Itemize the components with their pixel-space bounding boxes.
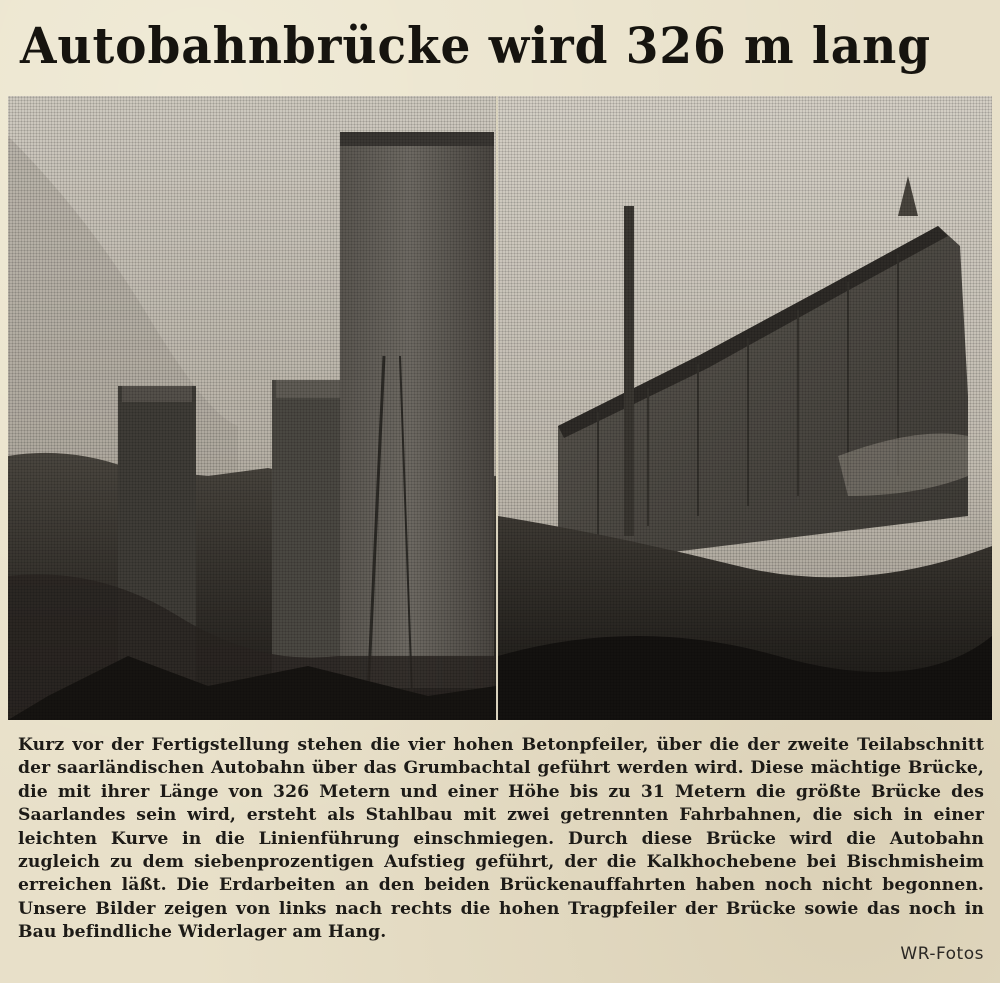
abutment-image (498, 96, 992, 720)
photo-strip (8, 96, 992, 720)
photo-caption: Kurz vor der Fertigstellung stehen die vier hohen Betonpfeiler, über die der zweite Teilabschnitt der saarländischen Autobahn über das Grumbachtal geführt werden wird. Diese mächtige Brücke, die mit ihrer Länge von 326 Metern und einer Höhe bis zu 31 Metern die größte Brücke des Saarlandes sein wird, ersteht als Stahlbau mit zwei getrennten Fahrbahnen, die sich in einer leichten Kurve in die Linienführung einschmiegen. Durch diese Brücke wird die Autobahn zugleich zu dem siebenprozentigen Aufstieg geführt, der die Kalkhochebene bei Bischmisheim erreichen läßt. Die Erdarbeiten an den beiden Brückenauffahrten haben noch nicht begonnen. Unsere Bilder zeigen von links nach rechts die hohen Tragpfeiler der Brücke sowie das noch in Bau befindliche Widerlager am Hang. (18, 735, 984, 943)
photo-bridge-piers (8, 96, 496, 720)
headline: Autobahnbrücke wird 326 m lang (20, 16, 932, 75)
bridge-piers-image (8, 96, 496, 720)
photo-credit: WR-Fotos (900, 944, 984, 964)
photo-abutment (498, 96, 992, 720)
